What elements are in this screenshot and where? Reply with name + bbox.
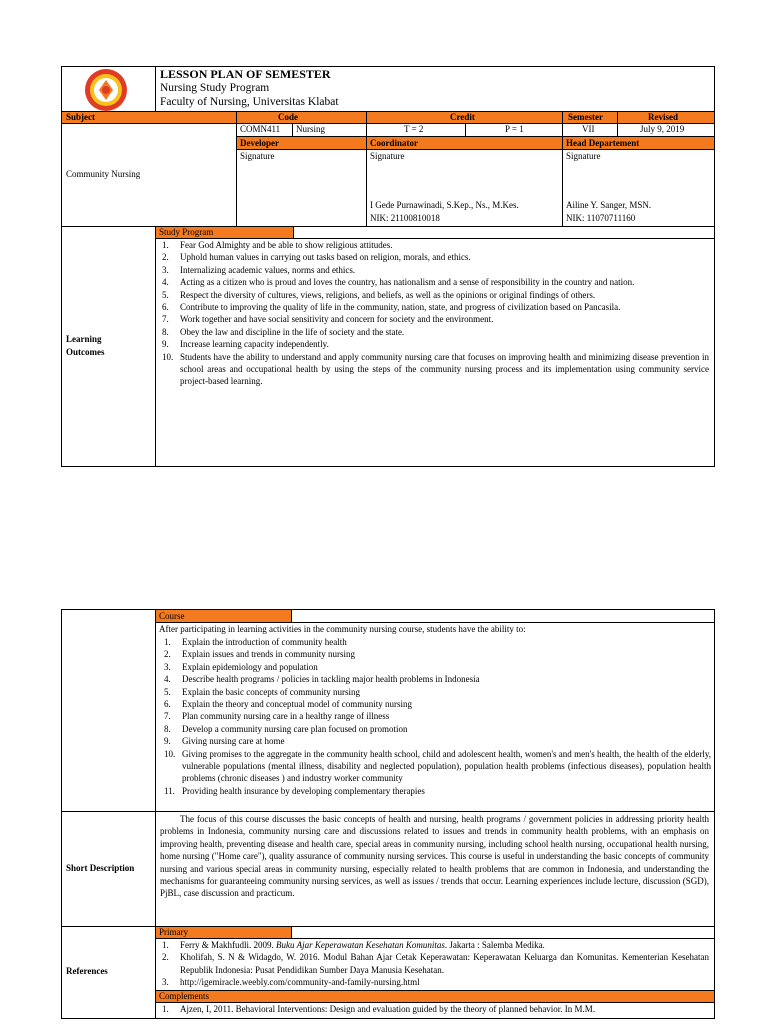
list-number: 6. (164, 699, 171, 710)
complement-references-list (160, 1003, 709, 1015)
list-number: 10. (162, 351, 174, 362)
learning-outcomes-label-2: Outcomes (66, 347, 105, 357)
list-number: 8. (164, 723, 171, 734)
list-item-text: Giving nursing care at home (182, 736, 285, 747)
list-number: 9. (164, 736, 171, 747)
list-number: 10. (164, 748, 176, 759)
learning-outcomes-label-1: Learning (66, 334, 102, 344)
primary-reference-item (160, 951, 709, 976)
semester-header: Semester (568, 112, 603, 122)
list-item-text: Providing health insurance by developing complementary therapies (182, 785, 425, 796)
learning-outcome-item (160, 276, 709, 288)
list-item-text: Fear God Almighty and be able to show religious attitudes. (180, 240, 393, 250)
page-title: LESSON PLAN OF SEMESTER (160, 67, 331, 81)
course-outcome-item (162, 686, 711, 698)
program-name: Nursing Study Program (160, 82, 270, 94)
list-item-text: Ajzen, I, 2011. Behavioral Interventions: Design and evaluation guided by the theory of planned behavior. In M.M. (180, 1004, 596, 1014)
learning-outcomes-list (160, 239, 709, 388)
coordinator-nik: NIK: 21100810018 (370, 213, 440, 223)
faculty-name: Faculty of Nursing, Universitas Klabat (160, 96, 339, 108)
list-number: 6. (162, 302, 169, 313)
coordinator-signature: Signature (370, 151, 405, 161)
developer-signature: Signature (240, 151, 275, 161)
primary-reference-item (160, 939, 709, 951)
list-number: 2. (164, 649, 171, 660)
list-item-text: Contribute to improving the quality of life in the community, nation, state, and progress of civilization based on Pancasila. (180, 302, 621, 313)
list-number: 1. (162, 940, 169, 950)
list-number: 3. (162, 264, 169, 275)
subject-value: Community Nursing (66, 169, 141, 179)
signature-header-row (236, 137, 714, 149)
list-item-text: Plan community nursing care in a healthy range of illness (182, 711, 390, 722)
short-description-text: The focus of this course discusses the basic concepts of health and nursing, health programs / government policies in addressing priority health problems in Indonesia, community nursing care and discussions related to issues and trends in community health problems, with an emphasis on improving health, preventing disease and health care, special areas in community nursing, including school health nursing, occupational health nursing, home nursing ("Home care"), quality assurance of community nursing services. This course is useful in understanding the basic concepts of community nursing and various special areas in community nursing, especially related to health problems that are common in Indonesia, and understanding the mechanisms for guaranteeing community nursing services, as well as issues / trends that occur. Learning experiences include lecture, discussion (SGD), PjBL, case discussion and practicum. (160, 814, 709, 899)
semester-value: VII (582, 124, 595, 134)
list-number: 1. (162, 1004, 169, 1014)
list-item-text: Develop a community nursing care plan focused on promotion (182, 723, 408, 734)
developer-header: Developer (240, 138, 279, 148)
university-seal-icon (84, 68, 128, 112)
learning-outcome-item (160, 301, 709, 313)
reference-text: http://igemiracle.weebly.com/community-and-family-nursing.html (180, 977, 420, 988)
list-number: 7. (162, 314, 169, 325)
learning-outcome-item (160, 313, 709, 325)
learning-outcome-item (160, 239, 709, 251)
head-name: Ailine Y. Sanger, MSN. (566, 200, 652, 210)
course-outcome-item (162, 735, 711, 747)
list-item-text: Explain the basic concepts of community nursing (182, 686, 360, 697)
course-outcome-item (162, 673, 711, 685)
list-item-text: Uphold human values in carrying out tasks based on religion, morals, and ethics. (180, 252, 471, 263)
list-number: 2. (162, 252, 169, 263)
course-intro: After participating in learning activities in the community nursing course, students have the ability to: (159, 624, 526, 634)
list-item-text: Increase learning capacity independently. (180, 339, 329, 350)
list-number: 3. (162, 977, 169, 988)
reference-publisher: . Jakarta : Salemba Medika. (444, 940, 545, 950)
list-number: 5. (162, 289, 169, 300)
list-item-text: Obey the law and discipline in the life of society and the state. (180, 326, 405, 337)
list-number: 1. (162, 240, 169, 250)
course-name: Nursing (296, 124, 325, 134)
list-number: 5. (164, 686, 171, 697)
revised-date: July 9, 2019 (640, 124, 685, 134)
primary-reference-item[interactable] (160, 976, 709, 988)
primary-label: Primary (159, 927, 188, 937)
list-item-text: Work together and have social sensitivity and concern for society and the environment. (180, 314, 494, 325)
revised-header: Revised (648, 112, 678, 122)
list-number: 2. (162, 952, 169, 963)
coordinator-name: I Gede Purnawinadi, S.Kep., Ns., M.Kes. (370, 200, 519, 210)
list-item-text: Explain the introduction of community health (182, 637, 347, 647)
course-label: Course (159, 611, 185, 621)
list-item-text: Students have the ability to understand and apply community nursing care that focuses on improving health and minimizing disease prevention in school areas and occupational health by using the steps of the community nursing process and its implementation using community service project-based learning. (180, 351, 709, 387)
list-number: 4. (162, 277, 169, 288)
complements-label: Complements (159, 991, 209, 1001)
list-number: 7. (164, 711, 171, 722)
course-outcome-item (162, 723, 711, 735)
credit-header: Credit (450, 112, 475, 122)
list-item-text: Explain the theory and conceptual model of community nursing (182, 699, 412, 710)
course-outcome-item (162, 785, 711, 797)
head-nik: NIK: 11070711160 (566, 213, 636, 223)
complement-reference-item (160, 1003, 709, 1015)
list-item-text: Describe health programs / policies in tackling major health problems in Indonesia (182, 674, 480, 685)
list-number: 3. (164, 661, 171, 672)
learning-outcome-item (160, 338, 709, 350)
learning-outcome-item (160, 326, 709, 338)
learning-outcome-item (160, 264, 709, 276)
head-department-header: Head Departement (566, 138, 640, 148)
list-item-text: Internalizing academic values, norms and ethics. (180, 264, 356, 275)
code-header: Code (278, 112, 298, 122)
primary-references-list (160, 939, 709, 989)
course-outcome-item (162, 648, 711, 660)
reference-title: Buku Ajar Keperawatan Kesehatan Komunitas (276, 940, 445, 950)
reference-text: Kholifah, S. N & Widagdo, W. 2016. Modul Bahan Ajar Cetak Keperawatan: Keperawatan Keluarga dan Komunitas. Kementerian Kesehatan Republik Indonesia: Pusat Pendidikan Sumber Daya Manusia Kesehatan. (180, 952, 709, 975)
list-number: 4. (164, 674, 171, 685)
coordinator-header: Coordinator (370, 138, 418, 148)
list-item-text: Respect the diversity of cultures, views, religions, and beliefs, as well as the opinions or original findings of others. (180, 289, 596, 300)
course-outcomes-list (162, 636, 711, 797)
list-item-text: Acting as a citizen who is proud and loves the country, has nationalism and a sense of responsibility in the country and nation. (180, 277, 635, 288)
t-credit: T = 2 (404, 124, 424, 134)
course-code: COMN411 (240, 124, 281, 134)
list-item-text: Giving promises to the aggregate in the community health school, child and adolescent health, women's and men's health, the health of the elderly, vulnerable populations (mental illness, disability and neglected population), population health problems (infectious diseases), population health problems (chronic diseases ) and industry worker community (182, 748, 711, 784)
references-label: References (66, 966, 108, 976)
learning-outcome-item (160, 251, 709, 263)
list-number: 11. (164, 785, 175, 796)
reference-text: Ferry & Makhfudli. 2009. (180, 940, 276, 950)
list-number: 9. (162, 339, 169, 350)
study-program-label: Study Program (159, 227, 214, 237)
list-number: 1. (164, 637, 171, 647)
short-description-label: Short Description (66, 863, 135, 873)
learning-outcome-item (160, 289, 709, 301)
learning-outcome-item (160, 351, 709, 388)
subject-header: Subject (66, 112, 95, 122)
list-number: 8. (162, 326, 169, 337)
list-item-text: Explain epidemiology and population (182, 661, 318, 672)
course-outcome-item (162, 748, 711, 785)
course-outcome-item (162, 661, 711, 673)
course-outcome-item (162, 698, 711, 710)
p-credit: P = 1 (505, 124, 524, 134)
course-outcome-item (162, 636, 711, 648)
course-outcome-item (162, 710, 711, 722)
head-signature: Signature (566, 151, 601, 161)
list-item-text: Explain issues and trends in community nursing (182, 649, 355, 660)
complements-bar (156, 991, 714, 1002)
